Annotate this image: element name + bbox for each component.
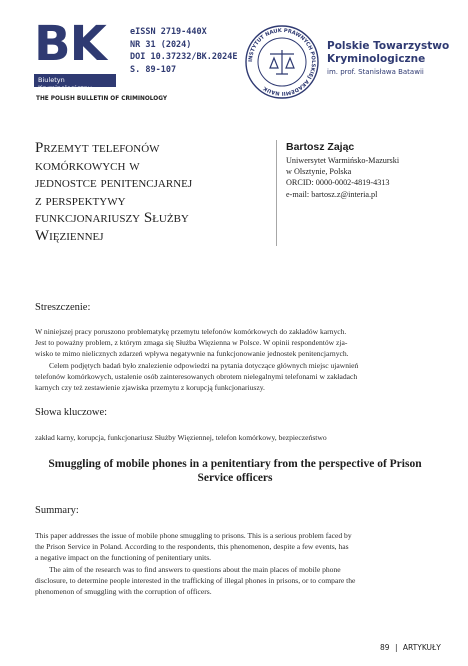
- doi: DOI 10.37232/BK.2024E: [130, 52, 238, 62]
- title-line: Przemyt telefonów: [35, 140, 160, 156]
- english-title-line: Service officers: [197, 471, 273, 484]
- summary-line: phenomenon of smuggling with the corruption of officers.: [35, 587, 212, 597]
- society-name: [327, 40, 449, 78]
- abstract-line: Celem podjętych badań było znalezienie odpowiedzi na pytania dotyczące głównych miejsc ujawnień: [49, 360, 359, 370]
- abstract: [35, 326, 435, 393]
- society-line-1: Polskie Towarzystwo: [327, 40, 450, 52]
- society-line-3: im. prof. Stanisława Batawii: [327, 68, 424, 76]
- logo-bar-label: Biuletyn Kryminologiczny: [38, 76, 92, 92]
- institute-seal-icon: [244, 24, 320, 100]
- abstract-line: Jest to poważny problem, z którym zmaga się Służba Więzienna w Polsce. W opinii respondentów zja-: [35, 338, 348, 348]
- abstract-line: wisko te mimo nielicznych zdarzeń wpływa negatywnie na funkcjonowanie jednostek penitencjarnych.: [35, 349, 349, 359]
- footer-separator: |: [394, 643, 398, 652]
- issue: NR 31 (2024): [130, 39, 192, 50]
- society-line-2: Kryminologiczne: [327, 53, 426, 65]
- author-orcid[interactable]: ORCID: 0000-0002-4819-4313: [286, 178, 390, 188]
- keywords: zakład karny, korupcja, funkcjonariusz Służby Więziennej, telefon komórkowy, bezpieczeństwo: [35, 433, 327, 442]
- page-range: S. 89-107: [130, 64, 177, 75]
- seal-text: INSTYTUT NAUK PRAWNYCH POLSKIEJ AKADEMII NAUK: [247, 27, 317, 97]
- logo-letters: BK: [34, 16, 106, 72]
- summary-line: disclosure, to determine people interested in the trafficking of illegal phones in prisons, or to compare the: [35, 575, 356, 585]
- abstract-heading: Streszczenie:: [35, 302, 91, 313]
- journal-logo: [34, 16, 116, 92]
- eissn: eISSN 2719-440X: [130, 27, 207, 37]
- page-footer: [380, 643, 441, 652]
- title-line: funkcjonariuszy Służby: [35, 210, 189, 227]
- title-line: z perspektywy: [35, 192, 126, 209]
- article-title: [35, 140, 267, 246]
- summary-heading: Summary:: [35, 505, 79, 516]
- english-title: [35, 458, 435, 485]
- title-line: jednostce penitencjarnej: [35, 175, 193, 192]
- summary-line: a negative impact on the functioning of penitentiary units.: [35, 553, 212, 563]
- keywords-heading: Słowa kluczowe:: [35, 407, 108, 418]
- author-email[interactable]: e-mail: bartosz.z@interia.pl: [286, 189, 378, 199]
- bulletin-english-name: THE POLISH BULLETIN OF CRIMINOLOGY: [36, 96, 168, 102]
- author-location: w Olsztynie, Polska: [286, 167, 352, 177]
- summary-line: The aim of the research was to find answers to questions about the main places of mobile phone: [49, 564, 341, 574]
- english-title-line: Smuggling of mobile phones in a penitentiary from the perspective of Prison: [48, 458, 422, 470]
- summary-line: the Prison Service in Poland. According to the respondents, this phenomenon, despite a few events, has: [35, 542, 349, 552]
- author-name: Bartosz Zając: [286, 141, 355, 153]
- abstract-line: telefonów komórkowych, ustalenie osób zainteresowanych obrotem nielegalnymi telefonami w zakładach: [35, 371, 358, 381]
- title-divider: [276, 140, 277, 246]
- section-label: ARTYKUŁY: [402, 643, 441, 652]
- page-number: 89: [380, 643, 390, 652]
- summary-line: This paper addresses the issue of mobile phone smuggling to prisons. This is a serious problem faced by: [35, 531, 352, 540]
- abstract-line: karnych czy też zestawienie zjawiska przemytu z korupcją funkcjonariuszy.: [35, 383, 265, 393]
- title-line: komórkowych w: [35, 157, 140, 174]
- title-line: Więziennej: [35, 227, 104, 244]
- journal-meta: [130, 26, 237, 76]
- author-affiliation: Uniwersytet Warmińsko-Mazurski: [286, 156, 400, 165]
- summary: [35, 530, 435, 597]
- abstract-line: W niniejszej pracy poruszono problematykę przemytu telefonów komórkowych do zakładów karnych.: [35, 327, 347, 336]
- author-block: [286, 139, 399, 200]
